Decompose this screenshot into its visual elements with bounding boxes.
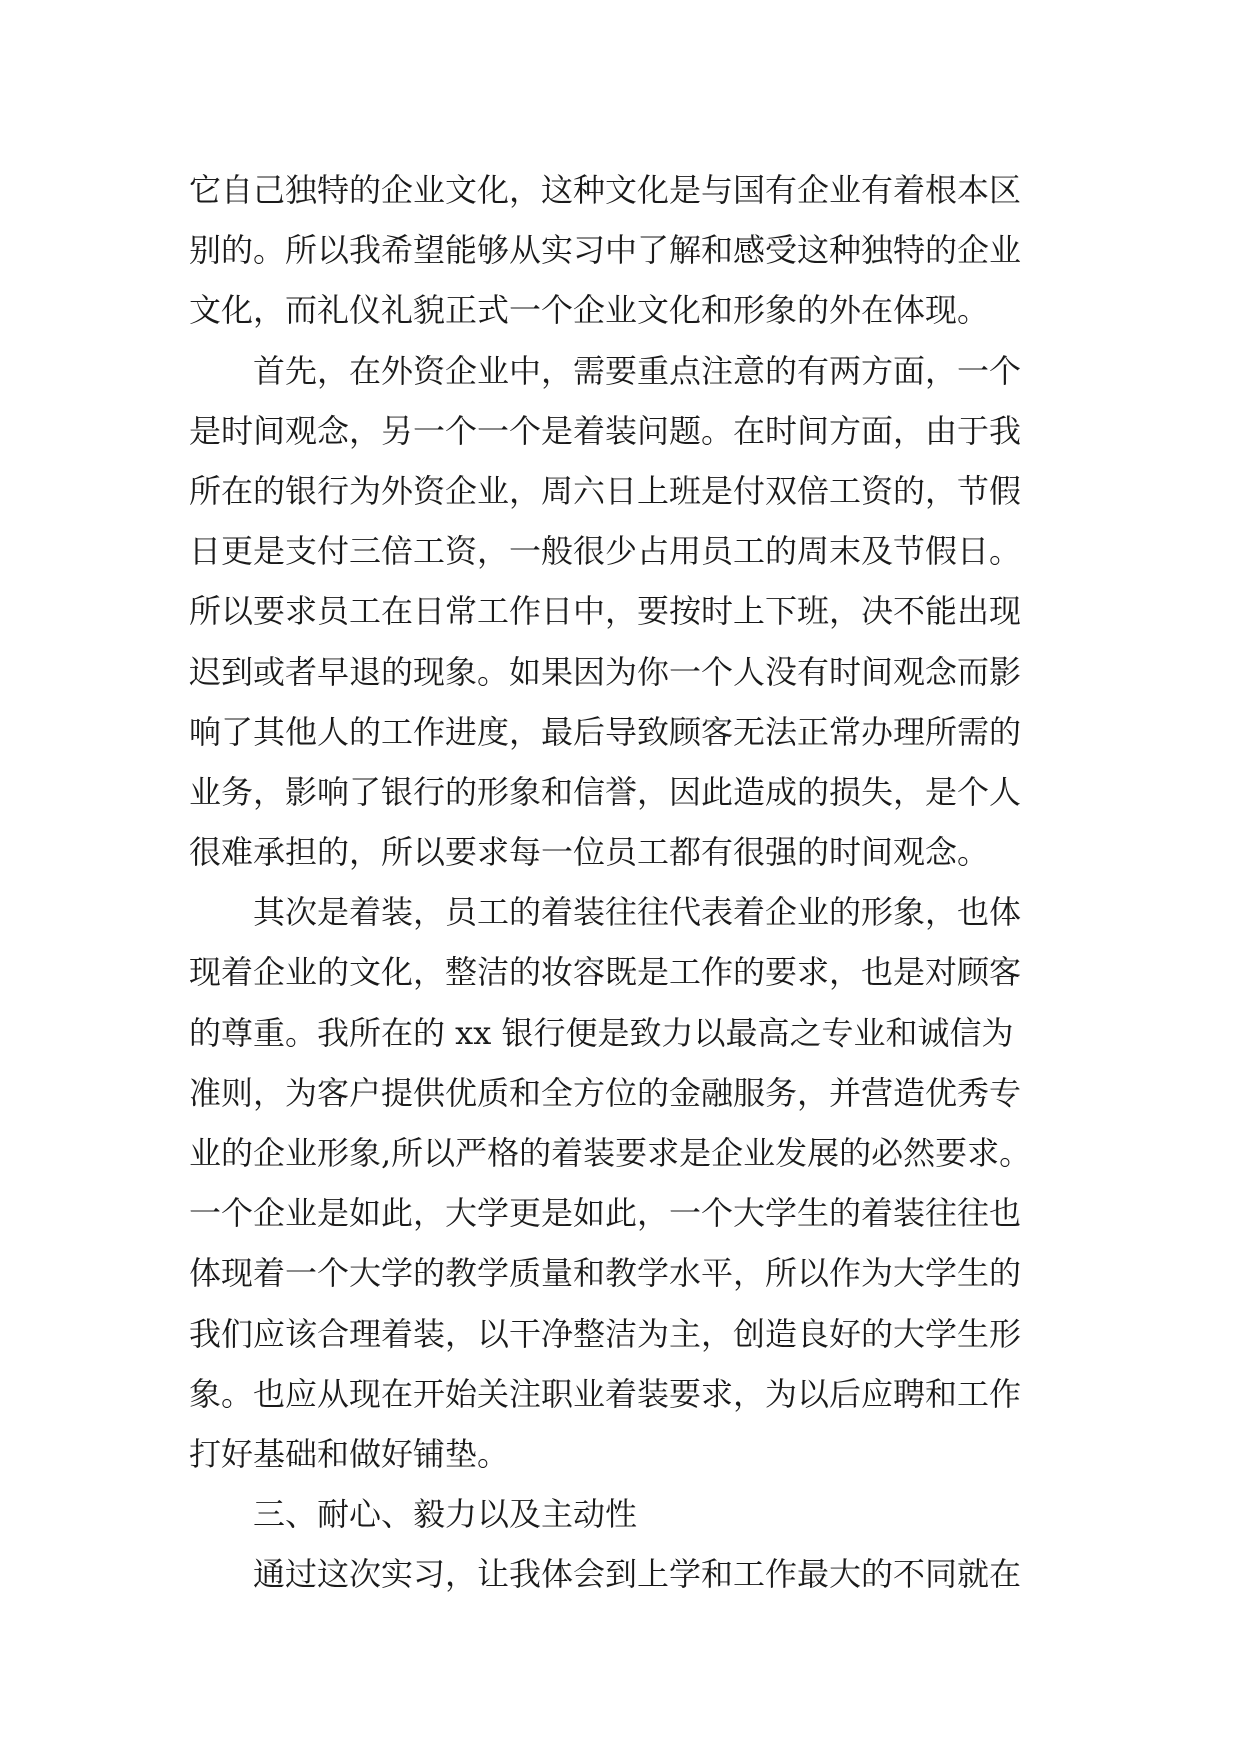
text-line: 准则，为客户提供优质和全方位的金融服务，并营造优秀专 <box>189 1073 1022 1112</box>
text-line: 的尊重。我所在的 xx 银行便是致力以最高之专业和诚信为 <box>189 1013 1014 1052</box>
text-line: 迟到或者早退的现象。如果因为你一个人没有时间观念而影 <box>189 652 1022 691</box>
paragraph-first-line: 通过这次实习，让我体会到上学和工作最大的不同就在 <box>253 1555 1022 1594</box>
text-line: 是时间观念，另一个一个是着装问题。在时间方面，由于我 <box>189 411 1022 450</box>
text-line: 象。也应从现在开始关注职业着装要求，为以后应聘和工作 <box>189 1374 1022 1413</box>
text-line: 业务，影响了银行的形象和信誉，因此造成的损失，是个人 <box>189 772 1022 811</box>
paragraph-first-line: 首先，在外资企业中，需要重点注意的有两方面，一个 <box>253 351 1022 390</box>
text-line: 我们应该合理着装，以干净整洁为主，创造良好的大学生形 <box>189 1314 1022 1353</box>
text-line: 很难承担的，所以要求每一位员工都有很强的时间观念。 <box>189 833 990 872</box>
body-text <box>189 160 1069 1605</box>
text-line: 日更是支付三倍工资，一般很少占用员工的周末及节假日。 <box>189 532 1022 571</box>
text-line: 体现着一个大学的教学质量和教学水平，所以作为大学生的 <box>189 1254 1022 1293</box>
text-line: 打好基础和做好铺垫。 <box>189 1434 510 1473</box>
text-line: 所以要求员工在日常工作日中，要按时上下班，决不能出现 <box>189 592 1022 631</box>
text-line: 文化，而礼仪礼貌正式一个企业文化和形象的外在体现。 <box>189 291 990 330</box>
section-heading: 三、耐心、毅力以及主动性 <box>253 1495 638 1534</box>
text-line: 响了其他人的工作进度，最后导致顾客无法正常办理所需的 <box>189 712 1022 751</box>
text-line: 别的。所以我希望能够从实习中了解和感受这种独特的企业 <box>189 231 1022 270</box>
text-line: 现着企业的文化，整洁的妆容既是工作的要求，也是对顾客 <box>189 953 1022 992</box>
text-line: 一个企业是如此，大学更是如此，一个大学生的着装往往也 <box>189 1194 1022 1233</box>
text-line: 它自己独特的企业文化，这种文化是与国有企业有着根本区 <box>189 171 1022 209</box>
text-line: 业的企业形象,所以严格的着装要求是企业发展的必然要求。 <box>189 1134 1032 1172</box>
paragraph-first-line: 其次是着装，员工的着装往往代表着企业的形象，也体 <box>253 893 1022 932</box>
text-line: 所在的银行为外资企业，周六日上班是付双倍工资的，节假 <box>189 471 1022 510</box>
